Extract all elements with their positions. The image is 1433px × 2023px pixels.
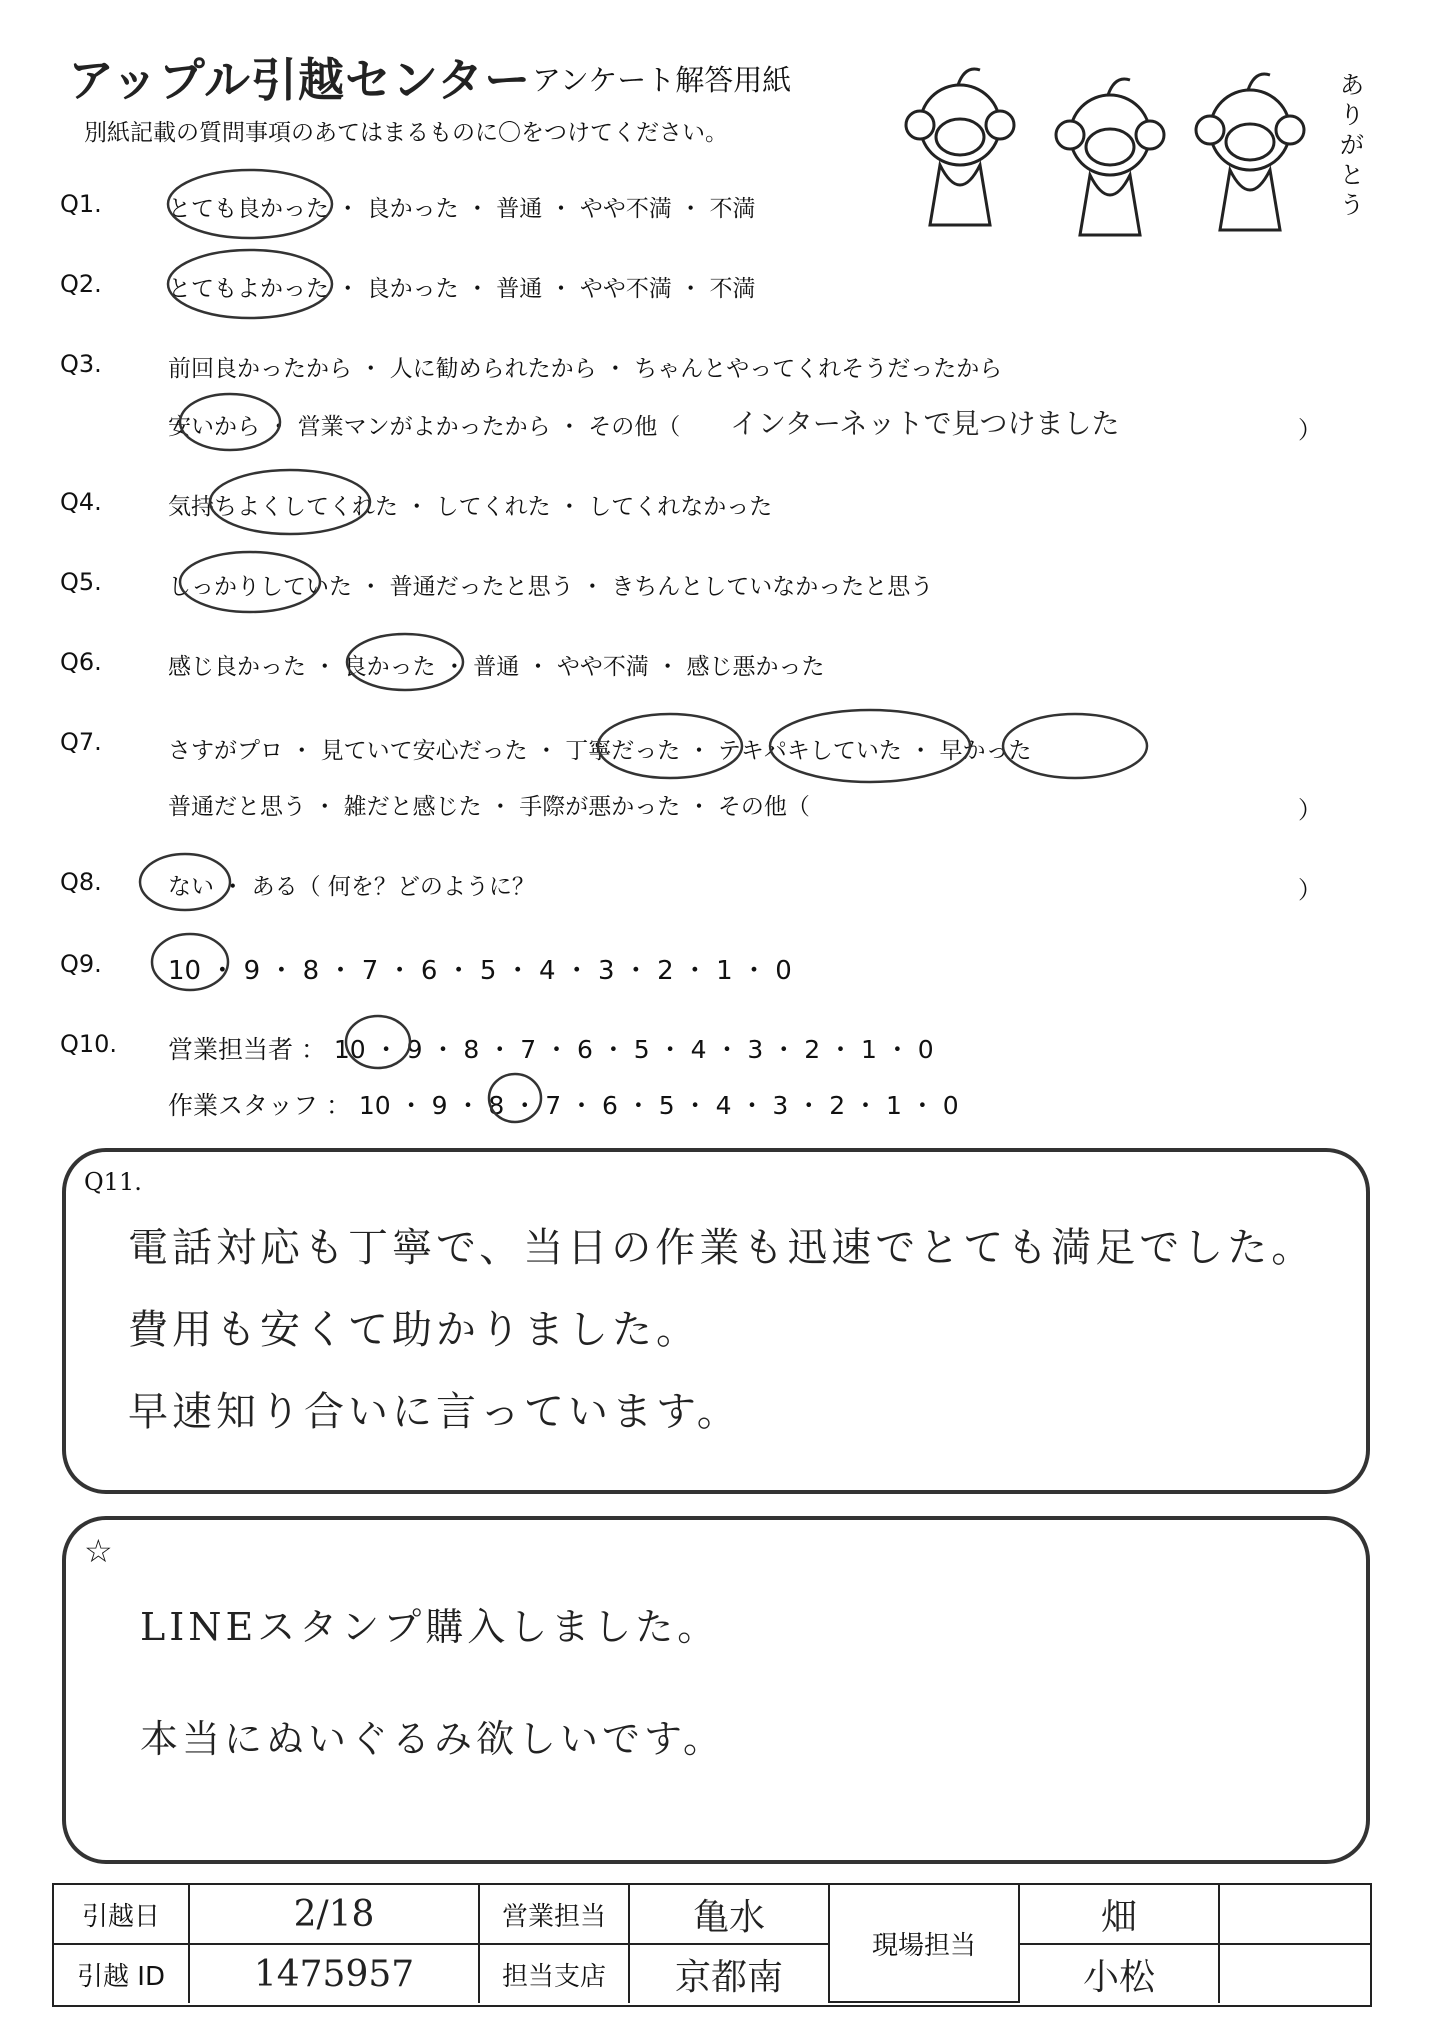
q7-selected-circle-3	[1003, 714, 1147, 778]
footer-info-table	[52, 1883, 1372, 2007]
q1-selected-circle	[168, 170, 332, 238]
q7-options-line2: 普通だと思う ・ 雑だと感じた ・ 手際が悪かった ・ その他（	[168, 794, 810, 820]
q5-options: しっかりしていた ・ 普通だったと思う ・ きちんとしていなかったと思う	[168, 574, 934, 600]
move-id-value: 1475957	[190, 1945, 480, 2003]
mascot-caption: ありがとう	[1340, 71, 1364, 219]
q6-label: Q6.	[60, 648, 102, 676]
q4-selected-circle	[210, 470, 370, 534]
branch-value: 京都南	[630, 1945, 830, 2003]
q11-answer-line3: 早速知り合いに言っています。	[128, 1389, 741, 1435]
site-staff-empty-1	[1220, 1885, 1370, 1945]
q10-staff-selected-circle	[489, 1074, 541, 1122]
q7-label: Q7.	[60, 728, 102, 756]
sales-rep-value: 亀水	[630, 1885, 830, 1945]
q7-options-line1: さすがプロ ・ 見ていて安心だった ・ 丁寧だった ・ テキパキしていた ・ 早かった	[168, 738, 1032, 764]
q11-answer-line2: 費用も安くて助かりました。	[128, 1307, 700, 1353]
q1-options: とても良かった ・ 良かった ・ 普通 ・ やや不満 ・ 不満	[168, 196, 756, 222]
move-date-value: 2/18	[190, 1885, 480, 1945]
q3-selected-circle	[180, 394, 280, 450]
q2-options: とてもよかった ・ 良かった ・ 普通 ・ やや不満 ・ 不満	[168, 276, 756, 302]
q4-options: 気持ちよくしてくれた ・ してくれた ・ してくれなかった	[168, 494, 773, 520]
q10-label: Q10.	[60, 1030, 118, 1058]
q3-paren-close: ）	[1298, 416, 1322, 444]
sales-rep-label: 営業担当	[480, 1885, 630, 1945]
q8-label: Q8.	[60, 868, 102, 896]
q8-paren-close: ）	[1298, 876, 1322, 904]
q11-label: Q11.	[84, 1168, 142, 1196]
q2-selected-circle	[168, 250, 332, 318]
q4-label: Q4.	[60, 488, 102, 516]
q8-selected-circle	[140, 854, 230, 910]
star-comment-line1: LINEスタンプ購入しました。	[140, 1605, 720, 1649]
q10-sales-selected-circle	[346, 1016, 410, 1068]
q8-options: ない ・ ある（ 何を？どのように？	[168, 874, 535, 900]
q3-options-line2: 安いから ・ 営業マンがよかったから ・ その他（	[168, 414, 681, 440]
move-id-label: 引越 ID	[54, 1945, 190, 2003]
q7-paren-close: ）	[1298, 796, 1322, 824]
move-date-label: 引越日	[54, 1885, 190, 1945]
q1-label: Q1.	[60, 190, 102, 218]
q9-selected-circle	[152, 934, 228, 990]
q9-label: Q9.	[60, 950, 102, 978]
form-instruction: 別紙記載の質問事項のあてはまるものに〇をつけてください。	[84, 120, 728, 146]
q7-selected-circle-2	[770, 710, 970, 782]
q6-selected-circle	[347, 634, 463, 690]
q10-sales-options: 営業担当者 ： 10 ・ 9 ・ 8 ・ 7 ・ 6 ・ 5 ・ 4 ・ 3 ・ 2 ・ 1 ・ 0	[168, 1035, 934, 1064]
site-staff-label: 現場担当	[830, 1885, 1020, 2003]
q3-options-line1: 前回良かったから ・ 人に勧められたから ・ ちゃんとやってくれそうだったから	[168, 356, 1003, 382]
site-staff-empty-2	[1220, 1945, 1370, 2003]
q2-label: Q2.	[60, 270, 102, 298]
star-comment-box	[62, 1516, 1370, 1864]
q5-selected-circle	[180, 552, 320, 612]
q5-label: Q5.	[60, 568, 102, 596]
q6-options: 感じ良かった ・ 良かった ・ 普通 ・ やや不満 ・ 感じ悪かった	[168, 654, 825, 680]
form-subtitle: アンケート解答用紙	[532, 63, 792, 97]
q11-answer-line1: 電話対応も丁寧で、当日の作業も迅速でとても満足でした。	[128, 1225, 1316, 1271]
q9-options: 10 ・ 9 ・ 8 ・ 7 ・ 6 ・ 5 ・ 4 ・ 3 ・ 2 ・ 1 ・ 0	[168, 956, 792, 986]
q7-selected-circle-1	[598, 714, 742, 778]
q3-label: Q3.	[60, 350, 102, 378]
site-staff-value-1: 畑	[1020, 1885, 1220, 1945]
site-staff-value-2: 小松	[1020, 1945, 1220, 2003]
q3-other-answer: インターネットで見つけました	[730, 407, 1120, 440]
star-comment-line2: 本当にぬいぐるみ欲しいです。	[140, 1717, 725, 1761]
star-icon: ☆	[84, 1532, 113, 1570]
branch-label: 担当支店	[480, 1945, 630, 2003]
q10-staff-options: 作業スタッフ ： 10 ・ 9 ・ 8 ・ 7 ・ 6 ・ 5 ・ 4 ・ 3 ・ 2 ・ 1 ・ 0	[168, 1091, 959, 1120]
form-title: アップル引越センター	[68, 53, 532, 107]
